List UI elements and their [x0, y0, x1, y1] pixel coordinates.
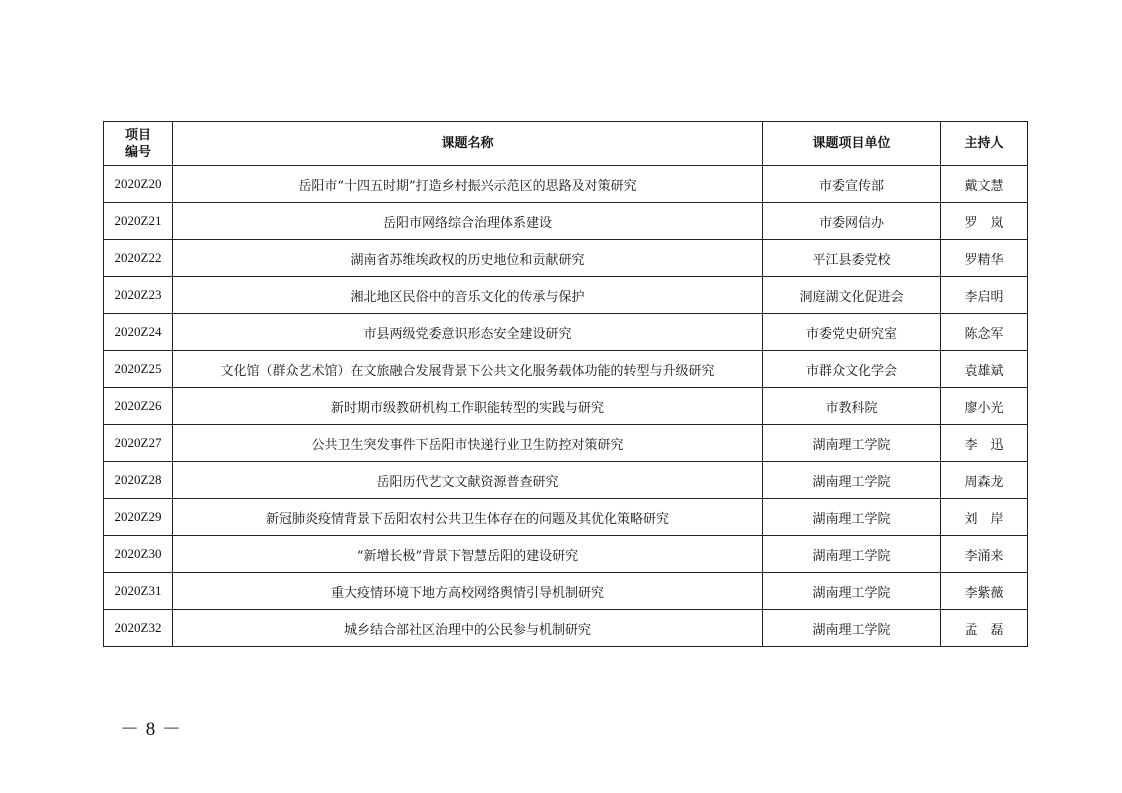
project-host-cell: 周森龙	[941, 462, 1028, 499]
project-unit-cell: 市委网信办	[763, 203, 941, 240]
header-code-line1: 项目	[124, 127, 151, 143]
project-title-cell: 湘北地区民俗中的音乐文化的传承与保护	[173, 277, 763, 314]
project-host-cell: 廖小光	[941, 388, 1028, 425]
project-host-cell: 李涌来	[941, 536, 1028, 573]
project-code-cell: 2020Z26	[104, 388, 173, 425]
table-row	[104, 166, 1028, 203]
project-code-cell: 2020Z20	[104, 166, 173, 203]
table-row	[104, 536, 1028, 573]
table-row	[104, 610, 1028, 647]
table-row	[104, 388, 1028, 425]
project-unit-cell: 湖南理工学院	[763, 425, 941, 462]
project-title-cell: 新时期市级教研机构工作职能转型的实践与研究	[173, 388, 763, 425]
table-row	[104, 499, 1028, 536]
project-title-cell: 岳阳市“十四五时期”打造乡村振兴示范区的思路及对策研究	[173, 166, 763, 203]
project-unit-cell: 市委党史研究室	[763, 314, 941, 351]
header-code-line2: 编号	[124, 144, 151, 160]
header-project-host: 主持人	[941, 122, 1028, 166]
project-host-cell: 刘 岸	[941, 499, 1028, 536]
project-host-cell: 罗 岚	[941, 203, 1028, 240]
project-code-cell: 2020Z23	[104, 277, 173, 314]
project-code-cell: 2020Z25	[104, 351, 173, 388]
project-title-cell: “新增长极”背景下智慧岳阳的建设研究	[173, 536, 763, 573]
table-row	[104, 314, 1028, 351]
table-row	[104, 462, 1028, 499]
project-host-cell: 孟 磊	[941, 610, 1028, 647]
table-row	[104, 277, 1028, 314]
project-title-cell: 公共卫生突发事件下岳阳市快递行业卫生防控对策研究	[173, 425, 763, 462]
project-host-cell: 李启明	[941, 277, 1028, 314]
project-host-cell: 李 迅	[941, 425, 1028, 462]
project-unit-cell: 市教科院	[763, 388, 941, 425]
project-host-cell: 罗精华	[941, 240, 1028, 277]
project-table	[103, 121, 1028, 647]
project-title-cell: 市县两级党委意识形态安全建设研究	[173, 314, 763, 351]
project-unit-cell: 市群众文化学会	[763, 351, 941, 388]
project-host-cell: 李紫薇	[941, 573, 1028, 610]
project-code-cell: 2020Z27	[104, 425, 173, 462]
project-title-cell: 新冠肺炎疫情背景下岳阳农村公共卫生体存在的问题及其优化策略研究	[173, 499, 763, 536]
table-row	[104, 240, 1028, 277]
project-code-cell: 2020Z32	[104, 610, 173, 647]
table-row	[104, 425, 1028, 462]
project-host-cell: 戴文慧	[941, 166, 1028, 203]
project-title-cell: 城乡结合部社区治理中的公民参与机制研究	[173, 610, 763, 647]
project-unit-cell: 湖南理工学院	[763, 536, 941, 573]
project-unit-cell: 洞庭湖文化促进会	[763, 277, 941, 314]
table-row	[104, 351, 1028, 388]
project-unit-cell: 湖南理工学院	[763, 462, 941, 499]
project-host-cell: 袁雄斌	[941, 351, 1028, 388]
project-title-cell: 岳阳历代艺文文献资源普查研究	[173, 462, 763, 499]
table-row	[104, 203, 1028, 240]
header-project-unit: 课题项目单位	[763, 122, 941, 166]
project-unit-cell: 湖南理工学院	[763, 499, 941, 536]
table-header	[104, 122, 1028, 166]
header-row	[104, 122, 1028, 166]
project-title-cell: 文化馆（群众艺术馆）在文旅融合发展背景下公共文化服务载体功能的转型与升级研究	[173, 351, 763, 388]
project-code-cell: 2020Z24	[104, 314, 173, 351]
project-code-cell: 2020Z31	[104, 573, 173, 610]
project-code-cell: 2020Z29	[104, 499, 173, 536]
project-code-cell: 2020Z22	[104, 240, 173, 277]
project-unit-cell: 市委宣传部	[763, 166, 941, 203]
project-title-cell: 湖南省苏维埃政权的历史地位和贡献研究	[173, 240, 763, 277]
header-project-title: 课题名称	[173, 122, 763, 166]
project-code-cell: 2020Z30	[104, 536, 173, 573]
table-body	[104, 166, 1028, 647]
project-unit-cell: 平江县委党校	[763, 240, 941, 277]
project-code-cell: 2020Z28	[104, 462, 173, 499]
table-row	[104, 573, 1028, 610]
project-unit-cell: 湖南理工学院	[763, 610, 941, 647]
project-title-cell: 岳阳市网络综合治理体系建设	[173, 203, 763, 240]
project-title-cell: 重大疫情环境下地方高校网络舆情引导机制研究	[173, 573, 763, 610]
header-project-code	[104, 122, 173, 166]
project-unit-cell: 湖南理工学院	[763, 573, 941, 610]
page-number: － 8 －	[120, 719, 183, 740]
project-code-cell: 2020Z21	[104, 203, 173, 240]
project-host-cell: 陈念军	[941, 314, 1028, 351]
